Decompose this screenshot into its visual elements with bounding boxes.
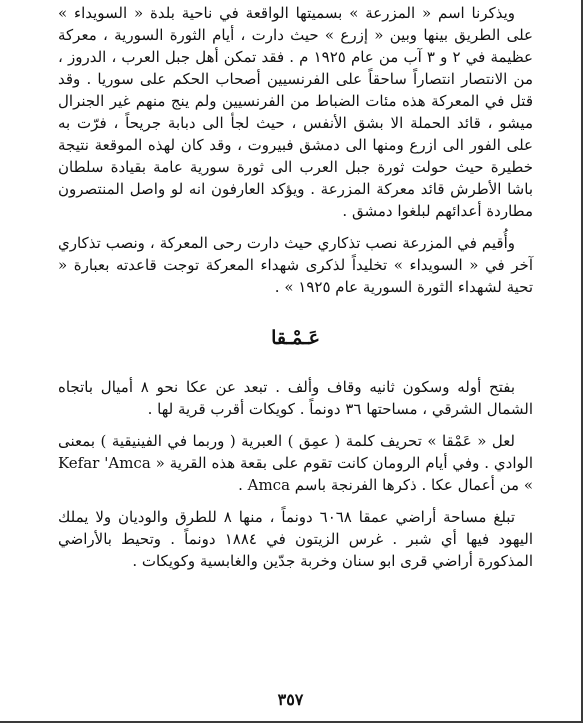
paragraph-location: بفتح أوله وسكون ثانيه وقاف وألف . تبعد عن عكا نحو ٨ أميال باتجاه الشمال الشرقي ، مساحتها ٣٦ دونماً . كويكات أقرب قرية لها . — [58, 378, 533, 418]
paragraph-etymology: لعل « عَمْقا » تحريف كلمة ( عمِق ) العبرية ( وربما في الفينيقية ) بمعنى الوادي . وفي أيام الرومان كانت تقوم على بقعة هذه القرية « Kefar 'Amca » من أعمال عكا . ذكرها الفرنجة باسم Amca . — [58, 432, 533, 494]
paragraph-mazraa: ويذكرنا اسم « المزرعة » بسميتها الواقعة في ناحية بلدة « السويداء » على الطريق بينها وبين « إزرع » حيث دارت ، أيام الثورة السورية ، معركة عظيمة في ٢ و ٣ آب من عام ١٩٢٥ م . فقد تمكن أهل جبل العرب ، الدروز ، من الانتصار انتصاراً ساحقاً على الفرنسيين أصحاب الحكم على سوريا . وقد قتل في المعركة هذه مئات الضباط من الفرنسيين ولم ينج منهم غير الجنرال ميشو ، قائد الحملة الا بشق الأنفس ، حيث لجأ الى دبابة جريحاً ، فرّت به على الفور الى ازرع ومنها الى دمشق فبيروت ، وقد كان لهذه الموقعة نتيجة خطيرة حيث حولت ثورة جبل العرب الى ثورة سورية عامة بقيادة سلطان باشا الأطرش قائد معركة المزرعة . ويؤكد العارفون انه لو واصل المنتصرون مطاردة أعدائهم لبلغوا دمشق . — [58, 4, 533, 220]
section-heading: عَـمْـقا — [271, 327, 320, 349]
document-page — [58, 2, 533, 572]
page-number: ٣٥٧ — [277, 690, 304, 709]
paragraph-lands: تبلغ مساحة أراضي عمقا ٦٠٦٨ دونماً ، منها ٨ للطرق والوديان ولا يملك اليهود فيها أي شبر . غرس الزيتون في ١٨٨٤ دونماً . وتحيط بالأراضي المذكورة أراضي قرى ابو سنان وخربة جدّين والغابسية وكويكات . — [58, 508, 533, 570]
paragraph-memorial: وأُقيم في المزرعة نصب تذكاري حيث دارت رحى المعركة ، ونصب تذكاري آخر في « السويداء » تخليداً لذكرى شهداء المعركة توجت قاعدته بعبارة « تحية لشهداء الثورة السورية عام ١٩٢٥ » . — [58, 234, 533, 296]
